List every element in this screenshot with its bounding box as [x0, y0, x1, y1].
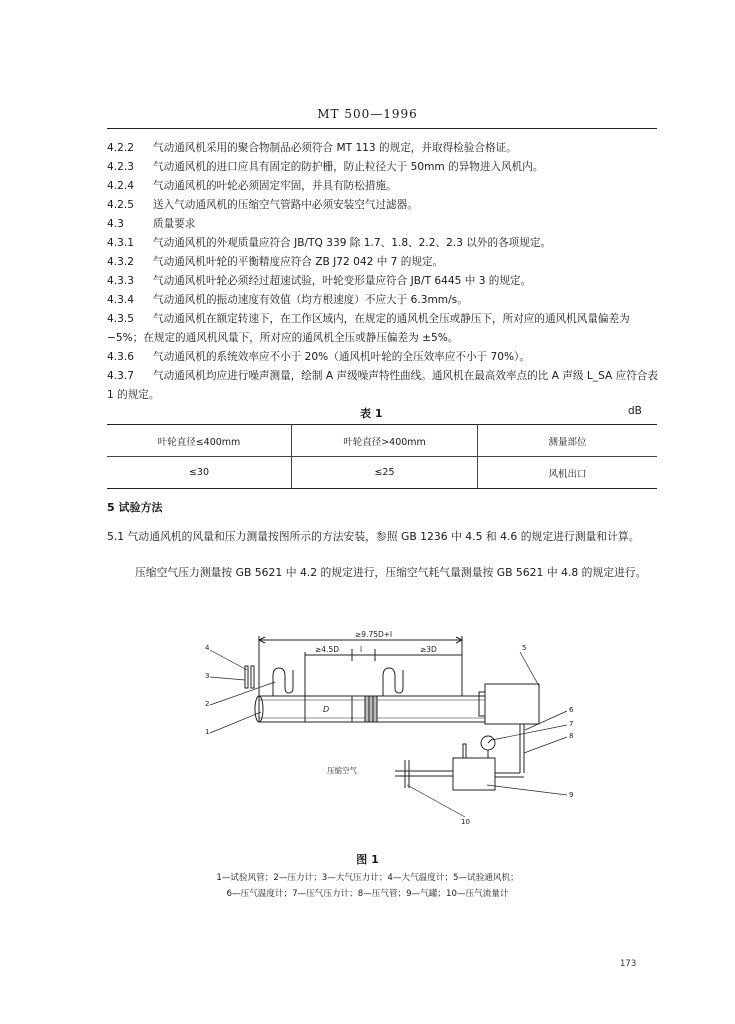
- table-title: 表 1: [360, 407, 383, 420]
- callout-number: 2: [205, 700, 210, 708]
- clause-number: 4.3.1: [107, 237, 134, 249]
- standard-header: MT 500—1996: [317, 107, 418, 121]
- table-cell: ≤30: [107, 457, 292, 489]
- clause-number: 4.3.3: [107, 275, 134, 287]
- clause-number: 4.3: [107, 218, 124, 230]
- leader-line: [524, 737, 567, 753]
- callout-number: 5: [522, 644, 527, 652]
- clause-item: [107, 272, 662, 291]
- clause-number: 4.3.5: [107, 313, 134, 325]
- clause-item: [107, 139, 662, 158]
- noise-limit-table: [107, 424, 657, 489]
- flow-straightener: [365, 696, 377, 722]
- callout-number: 3: [205, 672, 210, 680]
- clause-number: 4.3.4: [107, 294, 134, 306]
- callout-number: 7: [569, 720, 574, 728]
- dim-overall-label: ≥9.75D+l: [355, 630, 393, 639]
- clause-number: 4.2.4: [107, 180, 134, 192]
- clause-item: [107, 310, 662, 348]
- test-rig-figure: [195, 630, 590, 855]
- dim-right-label: ≥3D: [420, 645, 437, 654]
- table-header-cell: 叶轮直径>400mm: [292, 425, 478, 457]
- dim-left-label: ≥4.5D: [315, 645, 339, 654]
- clause-text: 气动通风机均应进行噪声测量，绘制 A 声级噪声特性曲线。通风机在最高效率点的比 A 声级 L_SA 应符合表 1 的规定。: [107, 370, 658, 401]
- pipe-diameter-mark: D: [323, 705, 330, 714]
- section-heading: 5 试验方法: [107, 501, 163, 514]
- clause-text: 气动通风机的外观质量应符合 JB/TQ 339 除 1.7、1.8、2.2、2.3 以外的各项规定。: [153, 237, 552, 249]
- leader-line: [210, 682, 275, 705]
- paragraph: 5.1 气动通风机的风量和压力测量按图所示的方法安装，参照 GB 1236 中 4.5 和 4.6 的规定进行测量和计算。: [107, 530, 640, 543]
- clause-text: 气动通风机的进口应具有固定的防护栅，防止粒径大于 50mm 的异物进入风机内。: [153, 161, 544, 173]
- table-cell: 风机出口: [548, 468, 587, 480]
- callout-number: 1: [205, 728, 210, 736]
- table-header-row: [107, 425, 657, 457]
- clause-number: 4.2.5: [107, 199, 134, 211]
- clause-text: 气动通风机的振动速度有效值（均方根速度）不应大于 6.3mm/s。: [153, 294, 468, 306]
- clause-text: 气动通风机叶轮的平衡精度应符合 ZB J72 042 中 7 的规定。: [153, 256, 444, 268]
- table-unit: dB: [628, 405, 642, 417]
- leader-line: [520, 652, 539, 686]
- clause-item: [107, 234, 662, 253]
- clause-item: [107, 215, 662, 234]
- figure-legend: 1—试验风管；2—压力计；3—大气压力计；4—大气温度计；5—试验通风机；: [216, 873, 519, 883]
- leader-line: [210, 712, 261, 733]
- clause-text: 质量要求: [153, 218, 196, 230]
- callout-number: 9: [569, 791, 574, 799]
- clause-text: 气动通风机的叶轮必须固定牢固，并具有防松措施。: [153, 180, 397, 192]
- clause-number: 4.2.3: [107, 161, 134, 173]
- clause-item: [107, 348, 662, 367]
- gauge-needle: [488, 739, 492, 743]
- clause-text: 送入气动通风机的压缩空气管路中必须安装空气过滤器。: [153, 199, 418, 211]
- table-row: [107, 457, 657, 489]
- clause-text: 气动通风机的系统效率应不小于 20%（通风机叶轮的全压效率应不小于 70%）。: [153, 351, 530, 363]
- clause-number: 4.3.6: [107, 351, 134, 363]
- leader-line: [487, 785, 567, 795]
- clause-item: [107, 367, 662, 405]
- callout-number: 10: [461, 818, 470, 826]
- clause-number: 4.2.2: [107, 142, 134, 154]
- leader-line: [210, 677, 245, 680]
- leader-line: [492, 725, 567, 740]
- callout-number: 6: [569, 706, 574, 714]
- clause-item: [107, 253, 662, 272]
- figure-legend: 6—压气温度计；7—压气压力计；8—压气管；9—气罐；10—压气流量计: [226, 889, 509, 899]
- u-tube-manometer-left: [273, 668, 293, 696]
- compressed-air-label: 压缩空气: [327, 766, 357, 775]
- clause-text: 气动通风机采用的聚合物制品必须符合 MT 113 的规定，并取得检验合格证。: [153, 142, 517, 154]
- header-rule: [107, 128, 657, 129]
- dim-mid-label: l: [360, 645, 363, 654]
- figure-title: 图 1: [356, 853, 379, 866]
- u-tube-manometer-right: [383, 668, 403, 696]
- leader-line: [525, 711, 567, 730]
- paragraph: 压缩空气压力测量按 GB 5621 中 4.2 的规定进行，压缩空气耗气量测量按 GB 5621 中 4.8 的规定进行。: [135, 566, 647, 579]
- table-cell: ≤25: [292, 457, 478, 489]
- test-fan: [485, 684, 539, 724]
- table-header-cell: 叶轮直径≤400mm: [107, 425, 292, 457]
- callout-number: 8: [569, 732, 574, 740]
- clause-number: 4.3.2: [107, 256, 134, 268]
- page-number: 173: [620, 959, 637, 969]
- table-header-cell: 测量部位: [548, 436, 587, 448]
- clause-number: 4.3.7: [107, 370, 134, 382]
- callout-number: 4: [205, 644, 210, 652]
- clause-list: [107, 139, 662, 405]
- clause-item: [107, 158, 662, 177]
- clause-item: [107, 196, 662, 215]
- clause-item: [107, 177, 662, 196]
- clause-item: [107, 291, 662, 310]
- clause-text: 气动通风机叶轮必须经过超速试验，叶轮变形量应符合 JB/T 6445 中 3 的规定。: [153, 275, 532, 287]
- clause-text: 气动通风机在额定转速下，在工作区域内，在规定的通风机全压或静压下，所对应的通风机风量偏差为 −5%；在规定的通风机风量下，所对应的通风机全压或静压偏差为 ±5%。: [107, 313, 630, 344]
- thermometer: [251, 666, 254, 688]
- leader-line: [210, 650, 247, 670]
- air-thermometer: [463, 744, 466, 758]
